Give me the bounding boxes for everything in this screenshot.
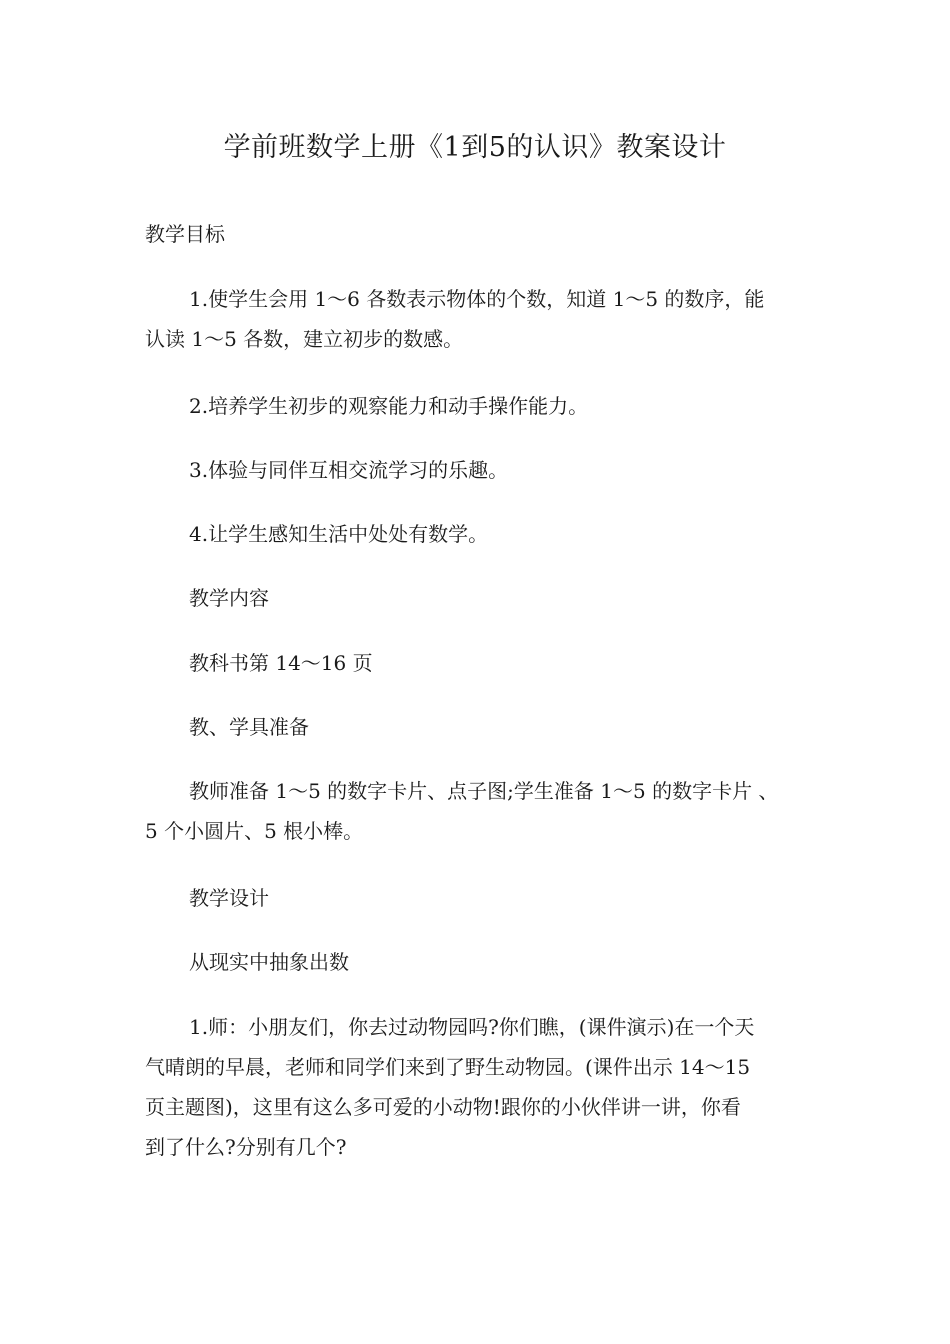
subheading-abstract-numbers	[145, 942, 815, 982]
heading-materials	[145, 707, 815, 747]
text-line: 教科书第 14～16 页	[189, 651, 373, 675]
heading-teaching-objectives	[145, 214, 815, 254]
text-line: 到了什么?分别有几个?	[145, 1135, 347, 1159]
text-line: 教师准备 1～5 的数字卡片、点子图;学生准备 1～5 的数字卡片 、	[189, 779, 779, 803]
objective-2	[145, 386, 815, 426]
text-line: 认读 1～5 各数，建立初步的数感。	[145, 327, 464, 351]
text-line: 1.师：小朋友们，你去过动物园吗?你们瞧，(课件演示)在一个天	[189, 1015, 755, 1039]
text-line: 3.体验与同伴互相交流学习的乐趣。	[189, 458, 509, 482]
text-line: 2.培养学生初步的观察能力和动手操作能力。	[189, 394, 589, 418]
heading-teaching-content	[145, 578, 815, 618]
objective-4	[145, 514, 815, 554]
text-line: 从现实中抽象出数	[189, 950, 349, 974]
text-line: 1.使学生会用 1～6 各数表示物体的个数，知道 1～5 的数序，能	[189, 287, 765, 311]
document-title: 学前班数学上册《1到5的认识》教案设计	[223, 132, 727, 163]
text-line: 页主题图)，这里有这么多可爱的小动物!跟你的小伙伴讲一讲，你看	[145, 1095, 741, 1119]
objective-3	[145, 450, 815, 490]
textbook-pages	[145, 643, 815, 683]
text-line: 教、学具准备	[189, 715, 309, 739]
text-line: 4.让学生感知生活中处处有数学。	[189, 522, 489, 546]
step-1-paragraph	[145, 1007, 815, 1167]
materials-description	[145, 771, 815, 851]
text-line: 教学设计	[189, 886, 269, 910]
text-line: 气晴朗的早晨，老师和同学们来到了野生动物园。(课件出示 14～15	[145, 1055, 751, 1079]
text-line: 5 个小圆片、5 根小棒。	[145, 819, 364, 843]
text-line: 教学目标	[145, 222, 225, 246]
text-line: 教学内容	[189, 586, 269, 610]
heading-teaching-design	[145, 878, 815, 918]
objective-1	[145, 279, 815, 359]
